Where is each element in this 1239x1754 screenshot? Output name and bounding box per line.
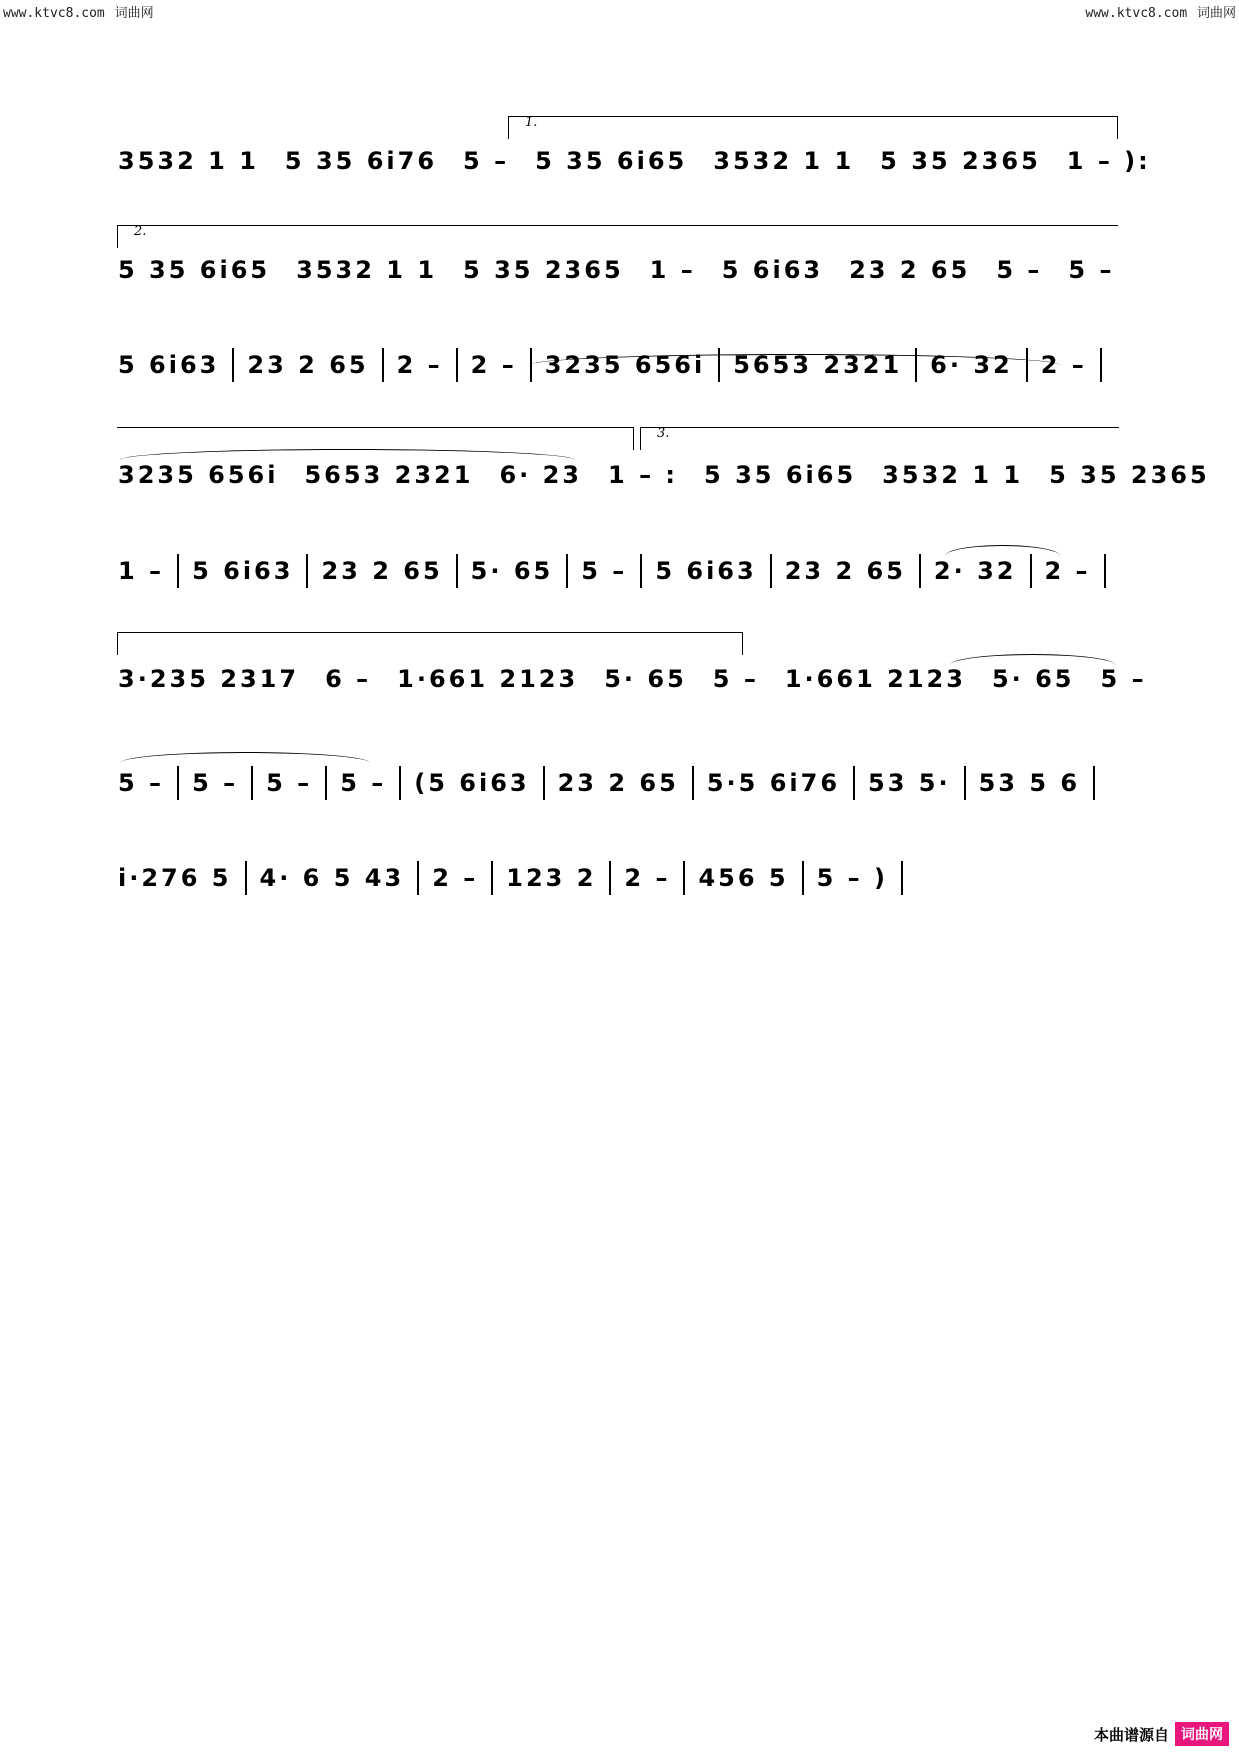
measure: 23 2 65 [784,557,906,585]
volta-3 [640,427,1119,450]
header-left-site: 词曲网 [114,6,154,21]
measure: 5 – [1100,665,1147,693]
measure: 5 6i63 [192,557,294,585]
measure: 5 6i63 [721,256,824,284]
barline [1100,348,1102,382]
measure: 53 5· [868,769,951,797]
score-line-4 [118,455,1210,495]
measure: 5 35 6i76 [284,147,438,175]
score-line-8 [118,858,1118,898]
measure: 5 6i63 [655,557,757,585]
measure: 5 35 6i65 [704,461,857,489]
slur-tie [120,449,575,460]
barline [306,554,308,588]
volta-1-number: 1. [525,115,538,130]
barline [915,348,917,382]
slur-tie [945,545,1060,556]
barline [1030,554,1032,588]
barline [399,766,401,800]
measure: 2 – [1044,557,1091,585]
barline [964,766,966,800]
barline [491,861,493,895]
measure: 5 – [192,769,239,797]
barline [853,766,855,800]
score-line-3 [118,345,1118,385]
measure: 23 2 65 [321,557,443,585]
measure: 3235 656i [544,351,706,379]
measure: 23 2 65 [557,769,679,797]
measure: 5 – [340,769,387,797]
barline [770,554,772,588]
barline [245,861,247,895]
measure: 5 35 2365 [1049,461,1210,489]
barline [919,554,921,588]
measure: 2 – [470,351,517,379]
measure: i·276 5 [118,864,232,892]
barline [692,766,694,800]
barline [325,766,327,800]
slur-tie [120,752,370,763]
slur-tie [950,654,1115,665]
barline [530,348,532,382]
volta-2-continued [117,427,634,450]
barline [640,554,642,588]
header-right-url[interactable]: www.ktvc8.com [1085,6,1188,21]
barline [251,766,253,800]
volta-3-number: 3. [657,426,670,441]
measure: 5· 65 [991,665,1075,693]
measure: 23 2 65 [849,256,971,284]
measure: 2 – [1040,351,1087,379]
footer-source [1094,1722,1229,1746]
measure: 5 6i63 [118,351,220,379]
barline [177,554,179,588]
measure: 2· 32 [933,557,1017,585]
score-line-6 [118,659,1147,699]
measure: 53 5 6 [978,769,1081,797]
measure: 5 35 6i65 [118,256,271,284]
measure: 5 – [463,147,510,175]
barline [232,348,234,382]
barline [1093,766,1095,800]
measure: 5 35 6i65 [535,147,688,175]
measure: 456 5 [698,864,789,892]
measure: 3532 1 1 [882,461,1024,489]
barline [802,861,804,895]
barline [456,554,458,588]
measure: 3532 1 1 [118,147,259,175]
measure: 5 – [118,769,165,797]
measure: 123 2 [506,864,597,892]
barline [417,861,419,895]
score-line-1 [118,141,1151,181]
barline [683,861,685,895]
measure: 5·5 6i76 [706,769,841,797]
barline [1026,348,1028,382]
footer-logo[interactable]: 词曲网 [1175,1722,1229,1746]
measure: 2 – [396,351,443,379]
score-line-5 [118,551,1118,591]
measure: 6 – [325,665,372,693]
volta-2-number: 2. [134,224,147,239]
measure: 5 – [1068,256,1115,284]
measure: 5 – [266,769,313,797]
measure: 6· 23 [499,461,583,489]
measure: 3532 1 1 [713,147,855,175]
measure: 5653 2321 [304,461,474,489]
barline [382,348,384,382]
measure: 5 – [996,256,1043,284]
score-line-2 [118,250,1118,290]
volta-1 [508,116,1118,139]
measure: (5 6i63 [414,769,530,797]
measure: 1 – [649,256,696,284]
measure: 3·235 2317 [118,665,300,693]
barline [566,554,568,588]
barline [456,348,458,382]
measure: 5 – ) [816,864,889,892]
barline [177,766,179,800]
volta-2 [117,225,1118,248]
measure: 5· 65 [470,557,554,585]
measure: 4· 6 5 43 [259,864,405,892]
score-line-7 [118,763,1118,803]
measure: 1·661 2123 [784,665,966,693]
measure: 3235 656i [118,461,279,489]
measure: 5 – [581,557,628,585]
measure: 5 – [712,665,759,693]
footer-source-label: 本曲谱源自 [1093,1725,1169,1744]
barline [1104,554,1106,588]
measure: 1·661 2123 [397,665,579,693]
header-left-url[interactable]: www.ktvc8.com [3,6,105,21]
measure: 1 – [118,557,165,585]
barline [609,861,611,895]
header-right-site: 词曲网 [1196,6,1236,21]
measure: 1 – ): [1066,147,1151,175]
measure: 1 – : [608,461,679,489]
measure: 23 2 65 [247,351,369,379]
barline [718,348,720,382]
measure: 5 35 2365 [880,147,1041,175]
measure: 5653 2321 [733,351,903,379]
measure: 6· 32 [930,351,1013,379]
volta-coda-bracket [117,632,743,655]
measure: 5· 65 [604,665,687,693]
measure: 2 – [432,864,479,892]
measure: 3532 1 1 [296,256,438,284]
barline [543,766,545,800]
measure: 2 – [624,864,671,892]
barline [901,861,903,895]
measure: 5 35 2365 [463,256,624,284]
